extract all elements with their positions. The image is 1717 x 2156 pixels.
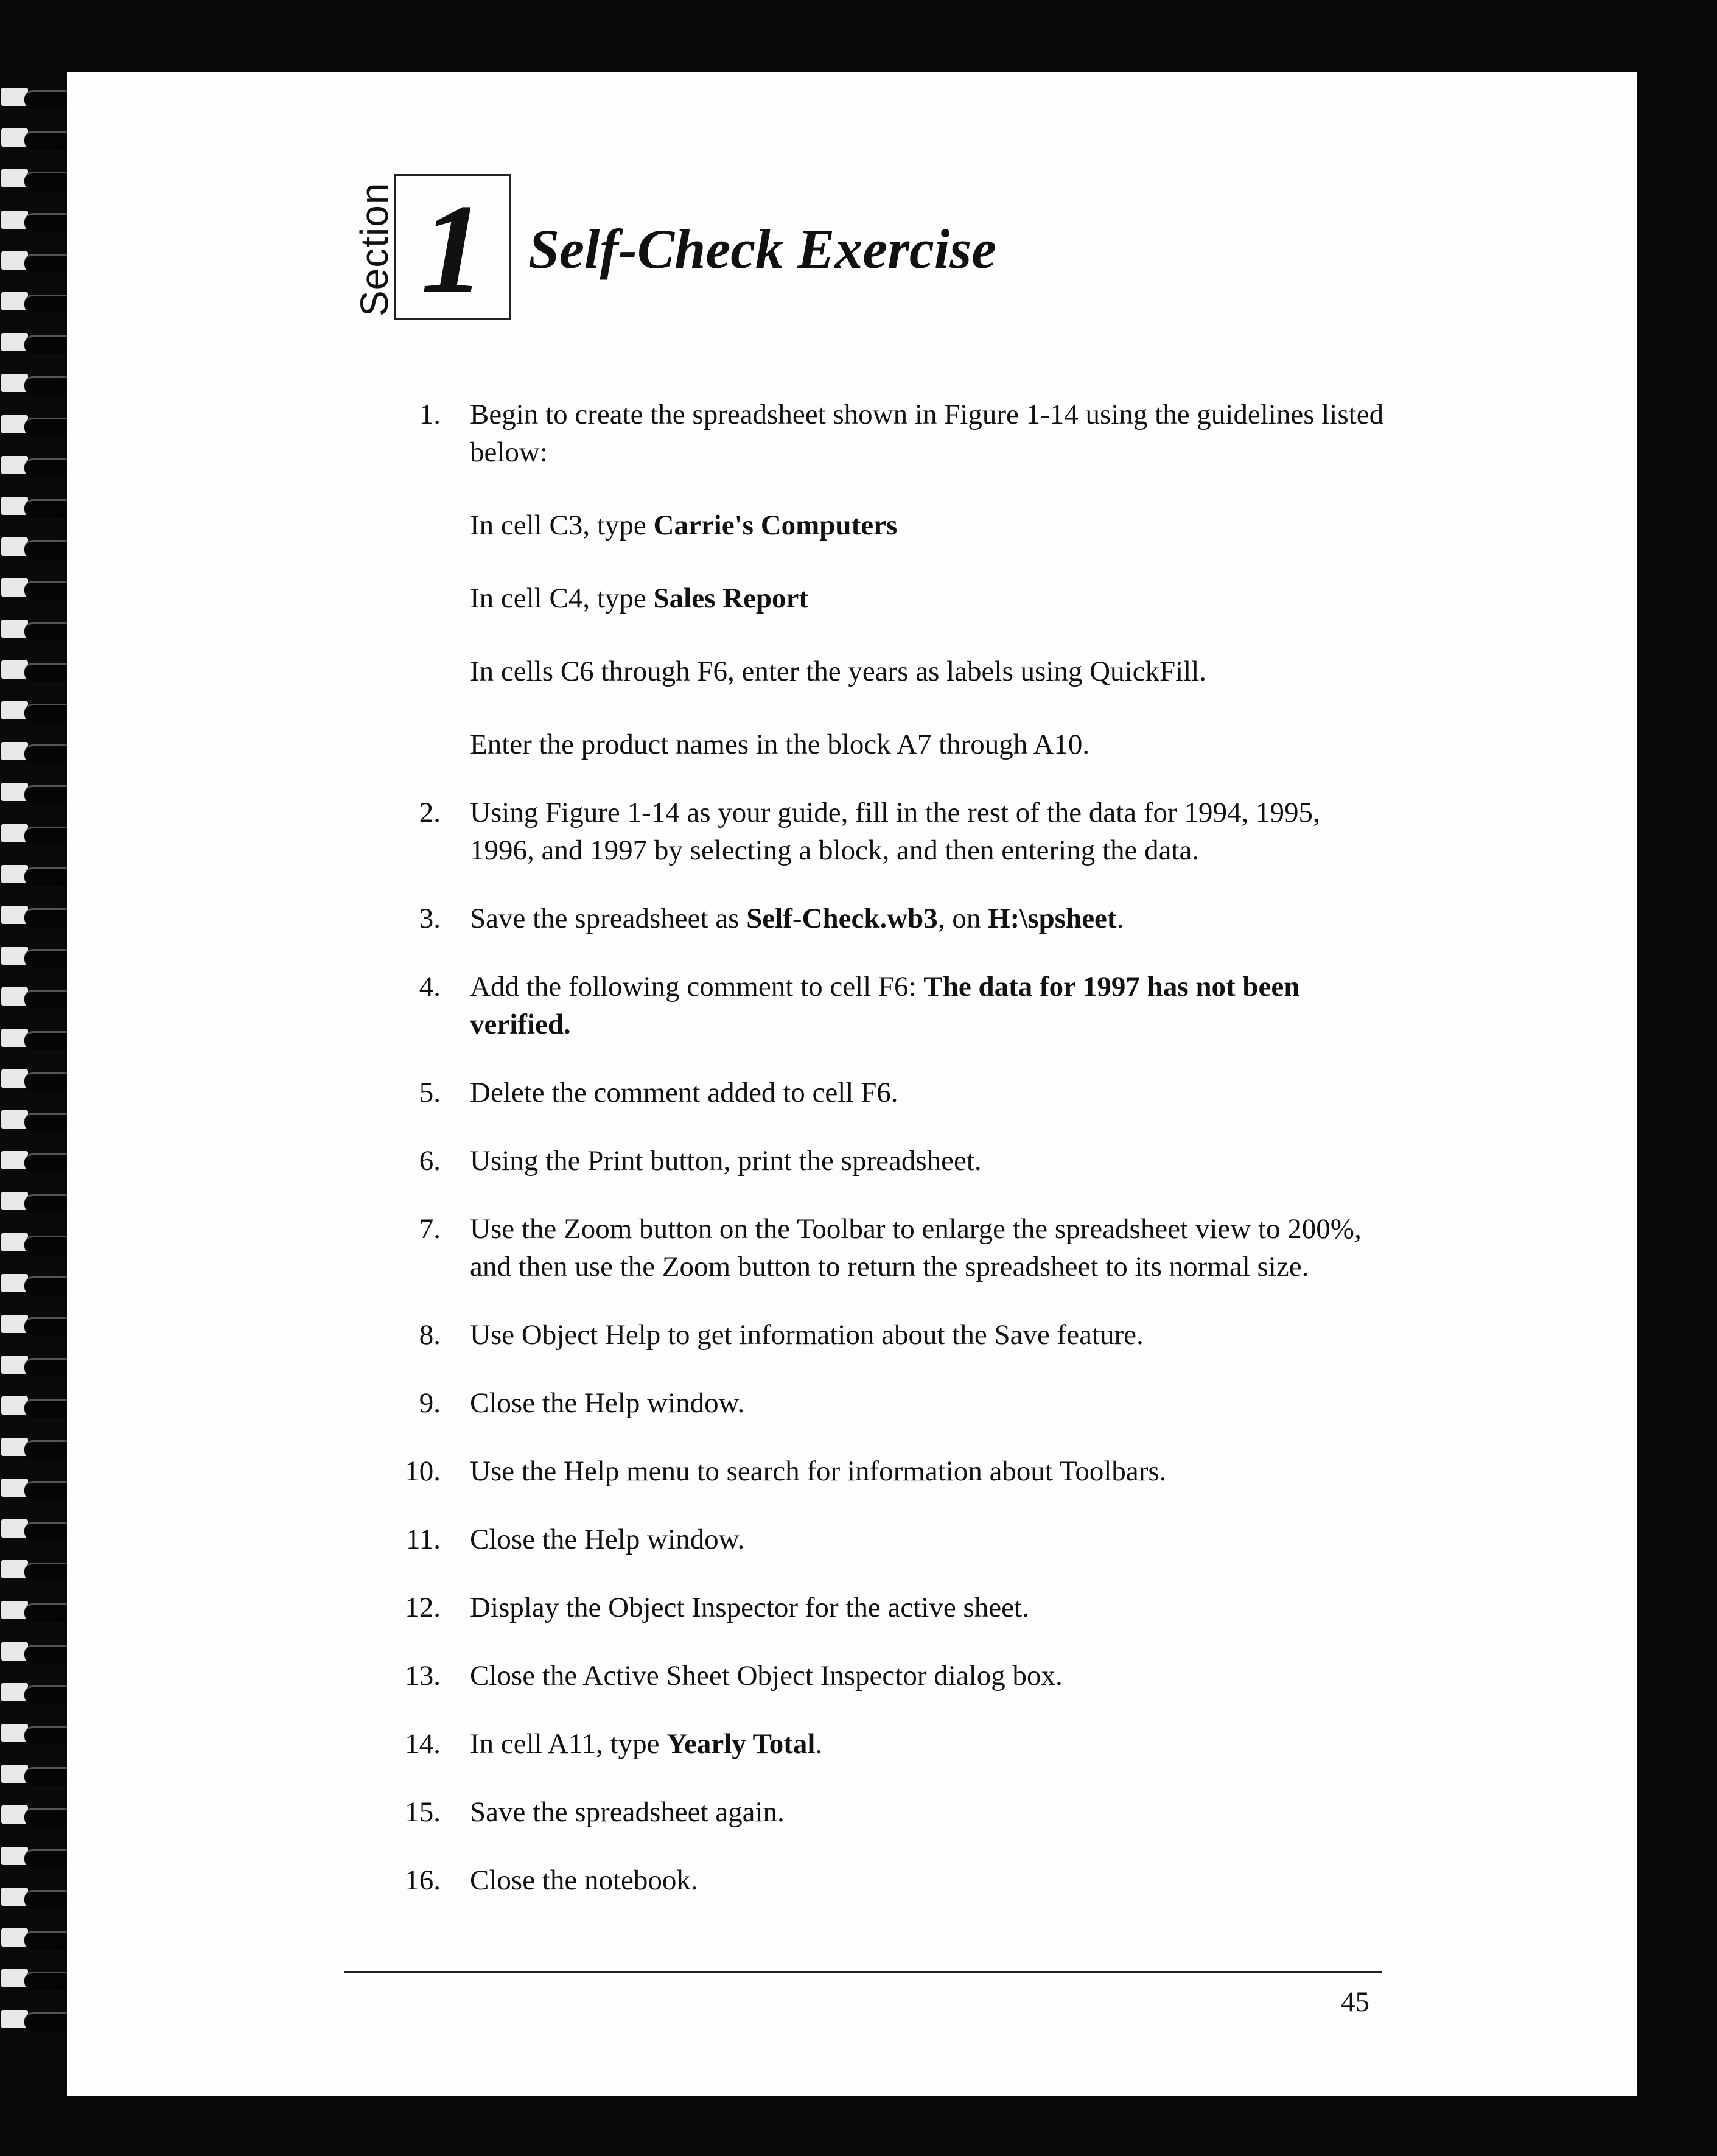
step-text bbox=[470, 396, 1388, 471]
step-text bbox=[470, 1861, 1388, 1899]
section-number-box bbox=[394, 174, 511, 320]
text-run: In cells C6 through F6, enter the years as labels using QuickFill. bbox=[470, 656, 1207, 687]
step-number: 2. bbox=[419, 797, 441, 828]
bold-text: H:\spsheet bbox=[988, 903, 1117, 934]
step-item bbox=[390, 1793, 1388, 1831]
step-text bbox=[470, 1657, 1388, 1695]
step-item bbox=[390, 1074, 1388, 1111]
step-number: 10. bbox=[405, 1455, 441, 1487]
text-run: In cell C3, type bbox=[470, 509, 654, 541]
step-text bbox=[470, 653, 1388, 690]
step-text bbox=[470, 1521, 1388, 1558]
step-text bbox=[470, 968, 1388, 1043]
step-text bbox=[470, 1384, 1388, 1422]
step-text bbox=[470, 1589, 1388, 1626]
step-text bbox=[470, 900, 1388, 937]
step-text bbox=[470, 1210, 1388, 1286]
step-number: 15. bbox=[405, 1796, 441, 1828]
step-text bbox=[470, 794, 1388, 869]
text-run: Use the Zoom button on the Toolbar to enlarge the spreadsheet view to 200%, and then use the Zoom button to return the spreadsheet to its normal size. bbox=[470, 1213, 1362, 1283]
step-item bbox=[390, 1142, 1388, 1180]
step-text bbox=[470, 1316, 1388, 1354]
text-run: Save the spreadsheet again. bbox=[470, 1796, 785, 1828]
bold-text: Sales Report bbox=[653, 583, 809, 614]
step-item bbox=[390, 794, 1388, 869]
text-run: . bbox=[815, 1728, 823, 1760]
step-text bbox=[470, 1074, 1388, 1111]
step-number: 11. bbox=[405, 1524, 441, 1555]
step-text bbox=[470, 579, 1388, 617]
bold-text: Self-Check.wb3 bbox=[746, 903, 938, 934]
step-number: 13. bbox=[405, 1660, 441, 1692]
step-item bbox=[390, 1210, 1388, 1286]
step-number: 1. bbox=[419, 399, 441, 430]
text-run: Close the Active Sheet Object Inspector dialog box. bbox=[470, 1660, 1063, 1692]
bold-text: Yearly Total bbox=[666, 1728, 816, 1760]
text-run: Begin to create the spreadsheet shown in Figure 1-14 using the guidelines listed below: bbox=[470, 399, 1384, 468]
text-run: Use the Help menu to search for information about Toolbars. bbox=[470, 1455, 1167, 1487]
step-text bbox=[470, 726, 1388, 763]
step-number: 8. bbox=[419, 1319, 441, 1351]
step-number: 12. bbox=[405, 1592, 441, 1623]
text-run: In cell C4, type bbox=[470, 583, 654, 614]
step-item bbox=[390, 1384, 1388, 1422]
text-run: Save the spreadsheet as bbox=[470, 903, 747, 934]
step-number: 16. bbox=[405, 1864, 441, 1896]
step-text bbox=[470, 1142, 1388, 1180]
step-number: 3. bbox=[419, 903, 441, 934]
step-item bbox=[390, 1316, 1388, 1354]
text-run: Display the Object Inspector for the active sheet. bbox=[470, 1592, 1029, 1623]
text-run: Add the following comment to cell F6: bbox=[470, 971, 924, 1003]
step-item bbox=[390, 1452, 1388, 1490]
text-run: Close the Help window. bbox=[470, 1387, 745, 1419]
section-number: 1 bbox=[421, 178, 485, 320]
step-text bbox=[470, 1793, 1388, 1831]
page-title: Self-Check Exercise bbox=[528, 218, 997, 280]
text-run: . bbox=[1116, 903, 1124, 934]
step-number: 9. bbox=[419, 1387, 441, 1419]
bold-text: Carrie's Computers bbox=[653, 509, 898, 541]
bold-text: The data for 1997 has not been verified. bbox=[470, 971, 1300, 1040]
step-item bbox=[390, 1521, 1388, 1558]
step-item bbox=[390, 1725, 1388, 1763]
step-number: 6. bbox=[419, 1145, 441, 1177]
step-item bbox=[390, 1589, 1388, 1626]
text-run: Close the Help window. bbox=[470, 1524, 745, 1555]
step-item bbox=[390, 900, 1388, 937]
step-number: 14. bbox=[405, 1728, 441, 1760]
step-number: 4. bbox=[419, 971, 441, 1003]
step-number: 7. bbox=[419, 1213, 441, 1245]
text-run: In cell A11, type bbox=[470, 1728, 667, 1760]
step-text bbox=[470, 1725, 1388, 1763]
step-item bbox=[390, 396, 1388, 763]
exercise-steps bbox=[390, 396, 1388, 1930]
step-text bbox=[470, 506, 1388, 544]
text-run: Close the notebook. bbox=[470, 1864, 698, 1896]
text-run: Using Figure 1-14 as your guide, fill in the rest of the data for 1994, 1995, 1996, and 1997 by selecting a block, and then entering the data. bbox=[470, 797, 1320, 866]
page-number: 45 bbox=[1341, 1986, 1369, 2018]
step-item bbox=[390, 1861, 1388, 1899]
step-number: 5. bbox=[419, 1077, 441, 1108]
step-item bbox=[390, 1657, 1388, 1695]
step-item bbox=[390, 968, 1388, 1043]
text-run: Delete the comment added to cell F6. bbox=[470, 1077, 898, 1108]
text-run: Use Object Help to get information about the Save feature. bbox=[470, 1319, 1144, 1351]
text-run: Enter the product names in the block A7 through A10. bbox=[470, 729, 1090, 760]
text-run: , on bbox=[937, 903, 988, 934]
footer-rule bbox=[344, 1971, 1382, 1973]
step-text bbox=[470, 1452, 1388, 1490]
text-run: Using the Print button, print the spreadsheet. bbox=[470, 1145, 982, 1177]
section-label: Section bbox=[352, 182, 396, 317]
